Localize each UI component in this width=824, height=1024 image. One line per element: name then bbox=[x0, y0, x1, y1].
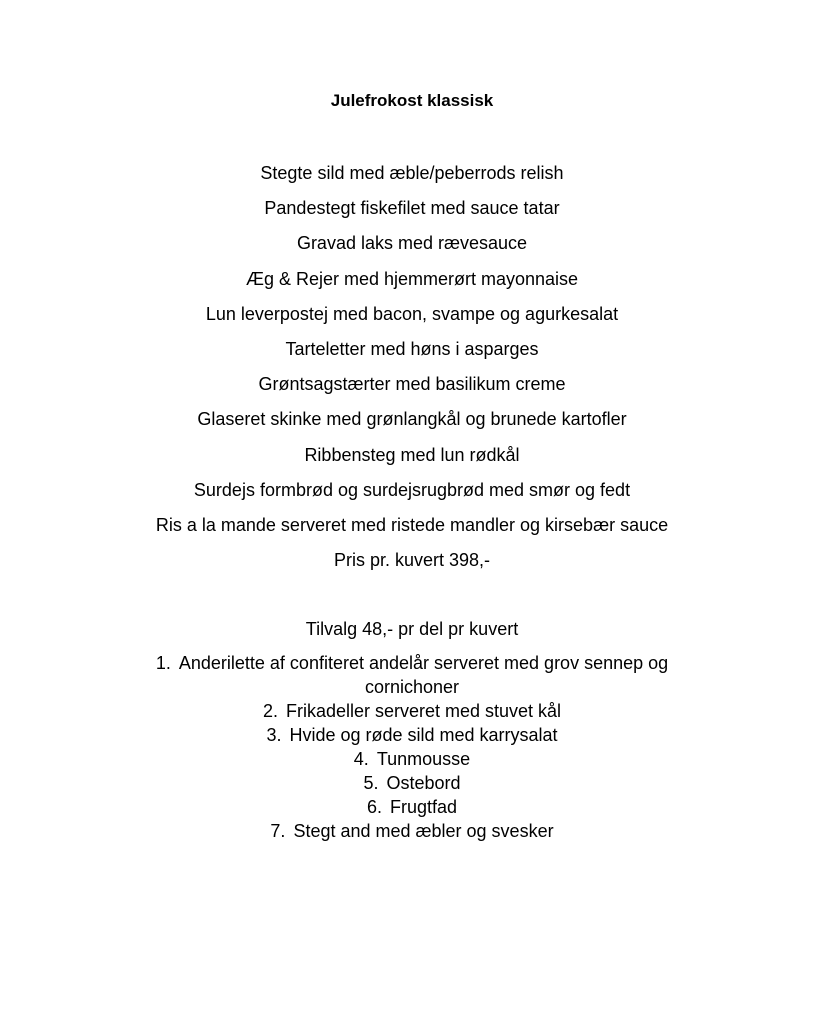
addon-number: 5. bbox=[363, 773, 379, 793]
addon-item bbox=[0, 795, 824, 819]
addon-number: 6. bbox=[366, 797, 382, 817]
menu-item: Tarteletter med høns i asparges bbox=[285, 338, 539, 359]
page-title: Julefrokost klassisk bbox=[330, 91, 494, 110]
menu-item: Gravad laks med rævesauce bbox=[296, 233, 528, 254]
addon-text: Frugtfad bbox=[389, 797, 458, 817]
addon-item bbox=[0, 771, 824, 795]
addon-item bbox=[0, 699, 824, 723]
addon-text: Hvide og røde sild med karrysalat bbox=[289, 725, 558, 745]
menu-list bbox=[0, 156, 824, 578]
menu-item: Æg & Rejer med hjemmerørt mayonnaise bbox=[245, 268, 579, 289]
menu-item: Grøntsagstærter med basilikum creme bbox=[258, 374, 566, 395]
menu-item: Lun leverpostej med bacon, svampe og agurkesalat bbox=[205, 303, 619, 324]
menu-item: Stegte sild med æble/peberrods relish bbox=[260, 163, 564, 183]
addon-number: 7. bbox=[270, 821, 286, 841]
menu-item: Ribbensteg med lun rødkål bbox=[304, 444, 520, 465]
addon-item bbox=[0, 651, 824, 699]
addon-text: Ostebord bbox=[386, 773, 461, 793]
addon-item bbox=[0, 723, 824, 747]
menu-item: Pandestegt fiskefilet med sauce tatar bbox=[264, 198, 560, 219]
addon-text: Tunmousse bbox=[376, 749, 471, 769]
addon-number: 3. bbox=[266, 725, 282, 745]
addon-number: 2. bbox=[262, 701, 278, 721]
addon-text: Stegt and med æbler og svesker bbox=[293, 821, 554, 841]
addon-item bbox=[0, 819, 824, 843]
addon-text: Frikadeller serveret med stuvet kål bbox=[285, 701, 562, 721]
menu-item: Glaseret skinke med grønlangkål og brunede kartofler bbox=[197, 409, 627, 430]
addon-text: Anderilette af confiteret andelår serveret med grov sennep og cornichoner bbox=[178, 653, 669, 697]
addon-number: 4. bbox=[353, 749, 369, 769]
addons-list bbox=[0, 651, 824, 843]
menu-item: Ris a la mande serveret med ristede mandler og kirsebær sauce bbox=[155, 514, 669, 535]
menu-item: Surdejs formbrød og surdejsrugbrød med smør og fedt bbox=[193, 479, 631, 500]
price-line: Pris pr. kuvert 398,- bbox=[333, 550, 491, 571]
addon-item bbox=[0, 747, 824, 771]
addons-title: Tilvalg 48,- pr del pr kuvert bbox=[305, 619, 519, 639]
addon-number: 1. bbox=[155, 653, 171, 673]
